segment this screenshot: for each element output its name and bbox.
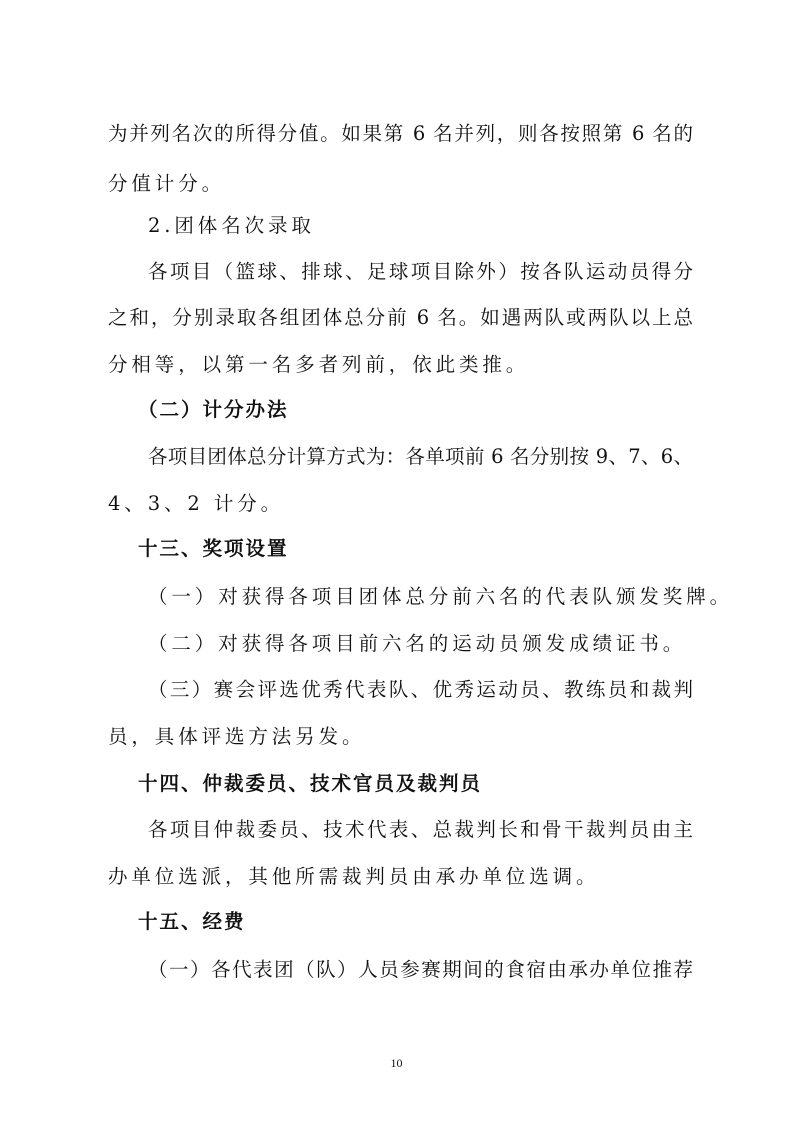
paragraph-line: 分值计分。: [108, 172, 226, 195]
section-heading-funding: 十五、经费: [138, 910, 246, 933]
paragraph-line: 员，具体评选方法另发。: [108, 725, 366, 748]
subheading-team-ranking: 2.团体名次录取: [148, 214, 315, 237]
page-number: 10: [390, 1056, 403, 1070]
paragraph-line: （一）各代表团（队）人员参赛期间的食宿由承办单位推荐: [148, 958, 693, 981]
paragraph-line: 4、3、2 计分。: [108, 492, 285, 515]
paragraph-line: （三）赛会评选优秀代表队、优秀运动员、教练员和裁判: [148, 678, 693, 701]
section-heading-officials: 十四、仲裁委员、技术官员及裁判员: [138, 772, 483, 795]
paragraph-line: 为并列名次的所得分值。如果第 6 名并列，则各按照第 6 名的: [108, 122, 693, 145]
paragraph-line: 各项目团体总分计算方式为：各单项前 6 名分别按 9、7、6、: [148, 445, 693, 468]
paragraph-line: （一）对获得各项目团体总分前六名的代表队颁发奖牌。: [148, 585, 734, 608]
paragraph-line: 办单位选派，其他所需裁判员由承办单位选调。: [108, 865, 600, 888]
section-heading-scoring: （二）计分办法: [138, 398, 289, 421]
paragraph-line: （二）对获得各项目前六名的运动员颁发成绩证书。: [148, 632, 687, 655]
paragraph-line: 各项目（篮球、排球、足球项目除外）按各队运动员得分: [148, 260, 693, 283]
paragraph-line: 各项目仲裁委员、技术代表、总裁判长和骨干裁判员由主: [148, 818, 693, 841]
section-heading-awards: 十三、奖项设置: [138, 537, 289, 560]
paragraph-line: 分相等，以第一名多者列前，依此类推。: [108, 353, 530, 376]
paragraph-line: 之和，分别录取各组团体总分前 6 名。如遇两队或两队以上总: [108, 306, 693, 329]
